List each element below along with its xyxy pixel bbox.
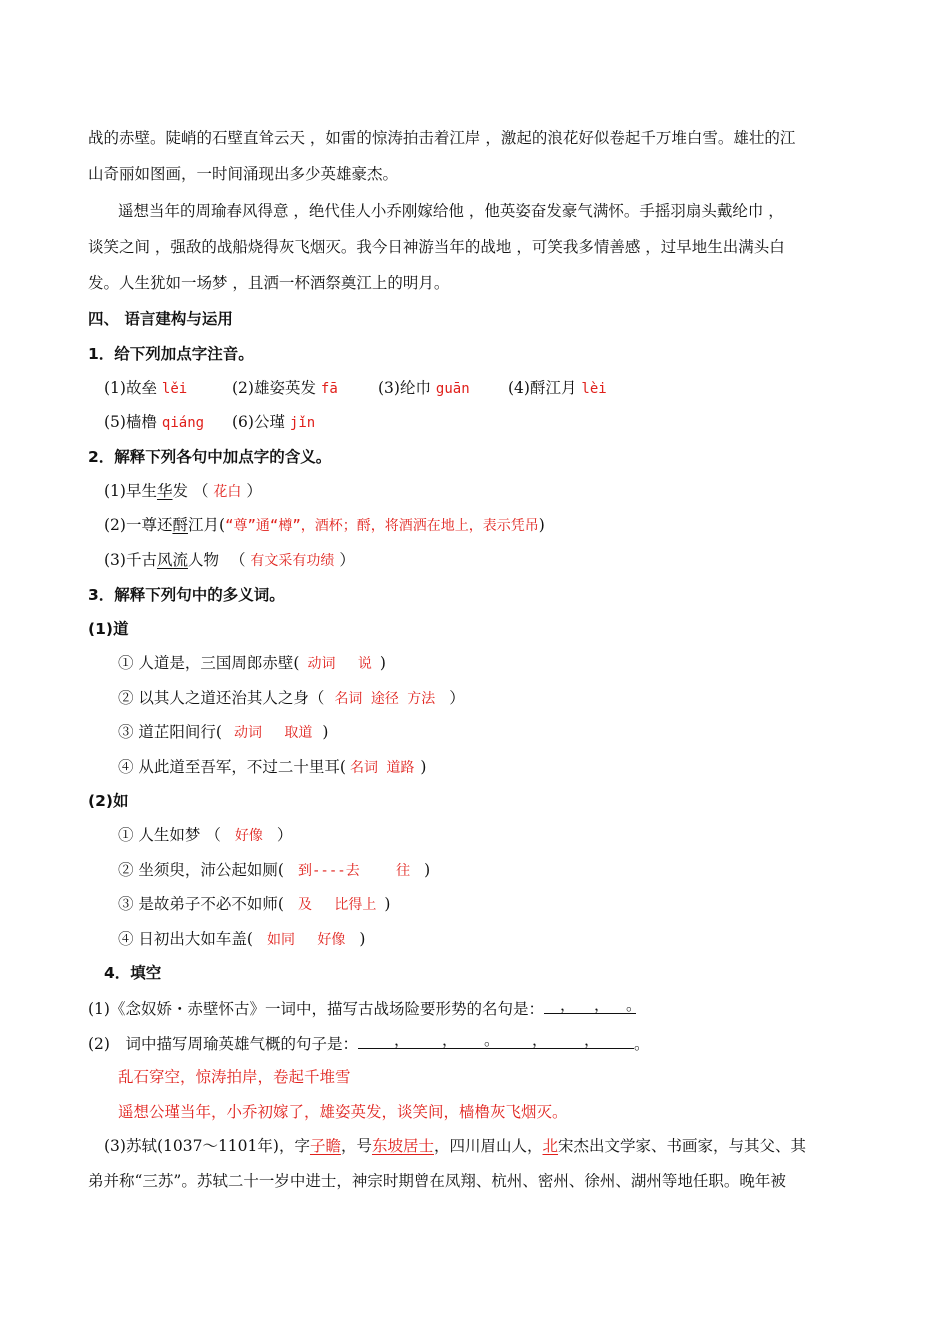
blank-separator: ， [393,1031,410,1049]
q1-pinyin-answer: lěi [161,381,188,397]
paren-open: （ [229,551,246,569]
q2-item-3 [104,549,355,572]
paren-close: ) [420,758,427,776]
q4-item-3-text: ，号 [340,1137,372,1155]
paren-close: ） [449,689,465,707]
dao-item-2 [118,687,465,710]
polysemy-word-ru: (2)如 [88,792,129,810]
paren-close: ) [424,861,431,879]
paren-close: ) [379,654,386,672]
ru-item-1 [118,824,292,847]
dao-item-1 [118,652,386,675]
q2-item-prefix: (1)早生 [104,482,157,500]
dao-sentence: ② 以其人之道还治其人之身（ [118,689,325,707]
pen-name-answer: 东坡居士 [371,1137,434,1155]
q2-answer: “尊”通“樽”，酒杯；酹，将酒洒在地上，表示凭吊 [225,518,539,534]
paren-open: ( [219,516,226,534]
fill-in-blank[interactable] [358,1032,634,1049]
q2-item-suffix: 江月 [187,516,219,534]
q4-item-1-text: (1)《念奴娇・赤壁怀古》一词中，描写古战场险要形势的名句是： [88,1000,544,1018]
blank-separator: ， [441,1031,458,1049]
q1-item-5 [104,411,204,434]
blank-separator: ， [559,996,576,1014]
translation-line-2: 山奇丽如图画，一时间涌现出多少英雄豪杰。 [88,165,399,183]
q4-item-3-line-1 [104,1135,806,1157]
question-4-title: 4．填空 [104,964,162,982]
q1-item-3 [378,377,470,400]
q2-answer: 花白 [213,484,242,500]
translation-line-4: 谈笑之间 ，强敌的战船烧得灰飞烟灭。我今日神游当年的战地 ，可笑我多情善感 ，过早地生出满头白 [88,238,785,256]
dao-sentence: ① 人道是，三国周郎赤壁( [118,654,300,672]
q1-item-2 [232,377,338,400]
q1-item-1 [104,377,187,400]
paren-close: ) [538,516,545,534]
ru-item-3 [118,893,390,916]
q1-item-label: (3)纶巾 [378,379,431,397]
section-title: 四、 语言建构与运用 [88,310,233,328]
blank-separator: ， [583,1031,600,1049]
q2-key-word: 风流 [156,551,188,569]
blank-separator: 。 [625,996,642,1014]
dao-answer: 名词 途径 方法 [334,691,436,707]
ru-sentence: ① 人生如梦 （ [118,826,221,844]
dao-sentence: ③ 道芷阳间行( [118,723,222,741]
q1-pinyin-answer: guān [435,381,470,397]
question-3-title: 3．解释下列句中的多义词。 [88,586,285,604]
dao-item-3 [118,721,328,744]
translation-line-1: 战的赤壁。陡峭的石壁直耸云天 ，如雷的惊涛拍击着江岸 ，激起的浪花好似卷起千万堆白雪。雄壮的江 [88,129,796,147]
q4-item-3-text: (3)苏轼(1037～1101年)，字 [104,1137,310,1155]
q4-answer-1: 乱石穿空，惊涛拍岸，卷起千堆雪 [118,1068,351,1086]
q1-item-label: (4)酹江月 [508,379,577,397]
q4-item-2-text: (2) 词中描写周瑜英雄气概的句子是： [88,1035,358,1053]
ru-item-2 [118,859,430,882]
blank-separator: ， [593,996,610,1014]
ru-answer: 到----去 往 [297,863,411,879]
q1-pinyin-answer: jǐn [289,415,316,431]
translation-line-3: 遥想当年的周瑜春风得意 ，绝代佳人小乔刚嫁给他 ，他英姿奋发豪气满怀。手摇羽扇头戴纶巾 ， [118,202,784,220]
q1-item-label: (5)樯橹 [104,413,157,431]
q4-answer-2: 遥想公瑾当年，小乔初嫁了，雄姿英发，谈笑间，樯橹灰飞烟灭。 [118,1103,568,1121]
q2-answer: 有文采有功绩 [250,553,335,569]
dao-item-4 [118,756,426,779]
q1-item-label: (6)公瑾 [232,413,285,431]
ru-sentence: ③ 是故弟子不必不如师( [118,895,284,913]
q2-item-suffix: 发 [172,482,188,500]
q1-item-4 [508,377,607,400]
q4-item-2-end: 。 [633,1035,650,1053]
blank-separator: 。 [483,1031,500,1049]
q2-item-prefix: (2)一尊还 [104,516,173,534]
dynasty-answer: 北 [542,1137,559,1155]
q2-item-2 [104,514,545,537]
q1-item-label: (2)雄姿英发 [232,379,316,397]
ru-answer: 好像 [234,828,263,844]
q4-item-3-text: ，四川眉山人， [434,1137,543,1155]
q1-pinyin-answer: fā [320,381,338,397]
q4-item-3-text: 宋杰出文学家、书画家，与其父、其 [558,1137,807,1155]
q4-item-1 [88,996,642,1020]
paren-close: ） [339,551,355,569]
ru-item-4 [118,928,365,951]
translation-line-5: 发。人生犹如一场梦 ，且洒一杯酒祭奠江上的明月。 [88,274,450,292]
q1-pinyin-answer: lèi [581,381,607,397]
ru-answer: 如同 好像 [266,932,346,948]
q2-item-1 [104,480,262,503]
ru-sentence: ④ 日初出大如车盖( [118,930,253,948]
ru-sentence: ② 坐须臾，沛公起如厕( [118,861,284,879]
q1-item-label: (1)故垒 [104,379,157,397]
q4-item-2 [88,1032,649,1055]
paren-close: ） [246,482,262,500]
q1-item-6 [232,411,315,434]
q2-item-prefix: (3)千古 [104,551,157,569]
question-1-title: 1．给下列加点字注音。 [88,345,254,363]
q2-key-word: 华 [156,482,173,500]
q2-key-word: 酹 [172,516,188,534]
blank-separator: ， [531,1031,548,1049]
paren-close: ) [359,930,366,948]
q4-item-3-line-2: 弟并称“三苏”。苏轼二十一岁中进士，神宗时期曾在凤翔、杭州、密州、徐州、湖州等地任职。晚年被 [88,1172,786,1190]
paren-close: ） [276,826,293,844]
courtesy-name-answer: 子瞻 [309,1137,341,1155]
dao-answer: 名词 道路 [349,760,415,776]
q2-item-suffix: 人物 [187,551,219,569]
ru-answer: 及 比得上 [297,897,377,913]
q1-pinyin-answer: qiáng [161,415,205,431]
dao-answer: 动词 说 [307,656,372,672]
dao-sentence: ④ 从此道至吾军，不过二十里耳( [118,758,346,776]
polysemy-word-dao: (1)道 [88,620,129,638]
fill-in-blank[interactable] [544,996,642,1014]
paren-close: ) [384,895,391,913]
paren-open: （ [192,482,209,500]
question-2-title: 2．解释下列各句中加点字的含义。 [88,448,332,466]
dao-answer: 动词 取道 [233,725,313,741]
paren-close: ) [322,723,329,741]
